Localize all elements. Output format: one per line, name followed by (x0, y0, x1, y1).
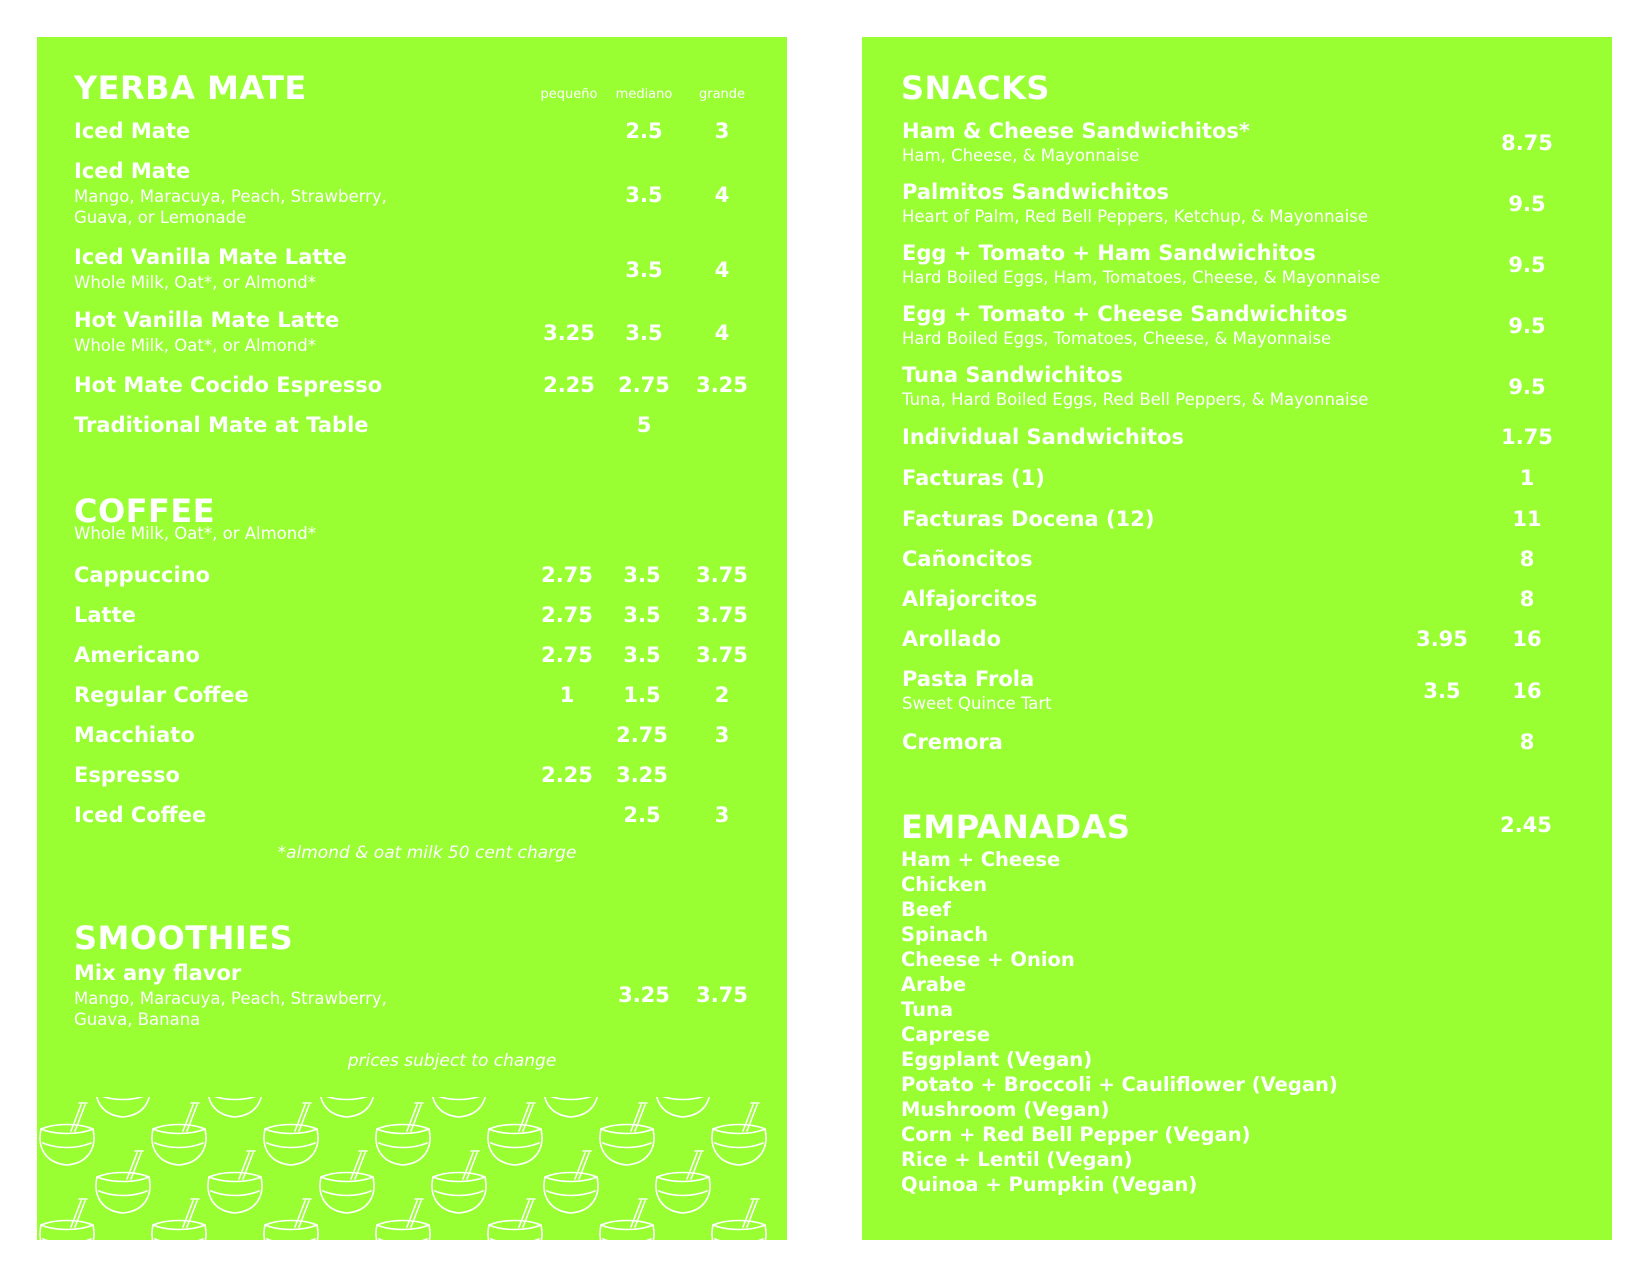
price-medium: 3.25 (616, 763, 668, 787)
menu-item-name: Ham & Cheese Sandwichitos* (902, 119, 1250, 143)
price-small: 2.25 (543, 373, 595, 397)
price-large: 3.25 (696, 373, 748, 397)
empanadas-list (901, 847, 1338, 1197)
menu-item-name: Iced Vanilla Mate Latte (74, 245, 347, 269)
menu-item-name: Tuna Sandwichitos (902, 363, 1123, 387)
price-medium: 3.5 (625, 258, 663, 282)
menu-item-name: Traditional Mate at Table (74, 413, 369, 437)
price-medium: 3.5 (623, 563, 661, 587)
price-single: 3.5 (1423, 679, 1461, 703)
menu-item-description: Heart of Palm, Red Bell Peppers, Ketchup, & Mayonnaise (902, 207, 1368, 226)
empanadas-heading: EMPANADAS (901, 808, 1131, 846)
menu-item-name: Americano (74, 643, 200, 667)
price-medium: 2.5 (625, 119, 663, 143)
menu-item-description: Sweet Quince Tart (902, 694, 1052, 713)
menu-item-name: Macchiato (74, 723, 195, 747)
price-large: 3.75 (696, 563, 748, 587)
price-medium: 5 (636, 413, 652, 437)
list-item: Quinoa + Pumpkin (Vegan) (901, 1173, 1198, 1196)
price-medium: 3.5 (623, 643, 661, 667)
menu-item-name: Palmitos Sandwichitos (902, 180, 1169, 204)
size-header-large: grande (698, 87, 746, 102)
menu-item-name: Iced Coffee (74, 803, 207, 827)
price-medium: 3.25 (618, 983, 670, 1007)
menu-item-name: Facturas (1) (902, 466, 1045, 490)
list-item: Spinach (901, 923, 989, 946)
price: 1 (1519, 466, 1535, 490)
price-medium: 3.5 (625, 183, 663, 207)
price-large: 4 (714, 258, 730, 282)
price-large: 3 (714, 803, 730, 827)
price-small: 2.75 (541, 643, 593, 667)
price-small: 3.25 (543, 321, 595, 345)
snacks-heading: SNACKS (901, 69, 1050, 107)
price-small: 2.75 (541, 563, 593, 587)
price: 16 (1512, 627, 1542, 651)
menu-item-description: Mango, Maracuya, Peach, Strawberry, Guava, Banana (74, 989, 387, 1029)
coffee-heading: COFFEE (74, 492, 216, 530)
menu-item-name: Hot Vanilla Mate Latte (74, 308, 340, 332)
menu-item-name: Cappuccino (74, 563, 211, 587)
price-change-note: prices subject to change (347, 1051, 557, 1071)
price: 16 (1512, 679, 1542, 703)
price: 1.75 (1501, 425, 1553, 449)
price: 9.5 (1508, 192, 1546, 216)
price: 11 (1512, 507, 1542, 531)
menu-item-name: Arollado (902, 627, 1002, 651)
size-header-small: pequeño (540, 87, 598, 102)
menu-item-description: Whole Milk, Oat*, or Almond* (74, 336, 316, 355)
menu-item-description: Tuna, Hard Boiled Eggs, Red Bell Peppers, & Mayonnaise (902, 390, 1369, 409)
price-large: 4 (714, 321, 730, 345)
price-medium: 2.75 (616, 723, 668, 747)
menu-item-name: Cremora (902, 730, 1003, 754)
menu-item-name: Mix any flavor (74, 961, 242, 985)
menu-item-description: Hard Boiled Eggs, Ham, Tomatoes, Cheese, & Mayonnaise (902, 268, 1381, 287)
price-single: 3.95 (1416, 627, 1468, 651)
list-item: Tuna (901, 998, 954, 1021)
price-large: 3.75 (696, 983, 748, 1007)
list-item: Corn + Red Bell Pepper (Vegan) (901, 1123, 1251, 1146)
menu-item-description: Hard Boiled Eggs, Tomatoes, Cheese, & Mayonnaise (902, 329, 1332, 348)
list-item: Ham + Cheese (901, 848, 1061, 871)
menu-item-description: Whole Milk, Oat*, or Almond* (74, 273, 316, 292)
menu-item-name: Alfajorcitos (902, 587, 1038, 611)
list-item: Caprese (901, 1023, 991, 1046)
price-large: 4 (714, 183, 730, 207)
menu-item-name: Egg + Tomato + Cheese Sandwichitos (902, 302, 1348, 326)
price-small: 2.25 (541, 763, 593, 787)
right-menu-panel (862, 37, 1612, 1240)
menu-item-description: Ham, Cheese, & Mayonnaise (902, 146, 1140, 165)
price-medium: 2.75 (618, 373, 670, 397)
menu-item-name: Cañoncitos (902, 547, 1033, 571)
price-small: 2.75 (541, 603, 593, 627)
price: 8 (1519, 587, 1535, 611)
left-menu-panel (37, 37, 787, 1240)
yerba-mate-heading: YERBA MATE (74, 69, 307, 107)
price: 8 (1519, 547, 1535, 571)
menu-item-description: Mango, Maracuya, Peach, Strawberry, Guava, or Lemonade (74, 187, 387, 227)
menu-item-name: Facturas Docena (12) (902, 507, 1155, 531)
price-medium: 1.5 (623, 683, 661, 707)
price: 8.75 (1501, 131, 1553, 155)
price-medium: 3.5 (623, 603, 661, 627)
list-item: Rice + Lentil (Vegan) (901, 1148, 1133, 1171)
empanadas-price: 2.45 (1500, 813, 1552, 837)
price-small: 1 (559, 683, 575, 707)
menu-item-name: Regular Coffee (74, 683, 249, 707)
smoothies-heading: SMOOTHIES (74, 919, 294, 957)
price-medium: 3.5 (625, 321, 663, 345)
price-large: 3 (714, 723, 730, 747)
price: 8 (1519, 730, 1535, 754)
list-item: Chicken (901, 873, 987, 896)
menu-item-name: Pasta Frola (902, 667, 1035, 691)
list-item: Arabe (901, 973, 967, 996)
menu-item-name: Iced Mate (74, 119, 191, 143)
list-item: Eggplant (Vegan) (901, 1048, 1093, 1071)
price-large: 2 (714, 683, 730, 707)
coffee-subtitle: Whole Milk, Oat*, or Almond* (74, 524, 316, 543)
mate-gourd-icon (37, 1097, 787, 1240)
list-item: Beef (901, 898, 951, 921)
list-item: Mushroom (Vegan) (901, 1098, 1110, 1121)
price-medium: 2.5 (623, 803, 661, 827)
price: 9.5 (1508, 253, 1546, 277)
menu-item-name: Iced Mate (74, 159, 191, 183)
menu-item-name: Hot Mate Cocido Espresso (74, 373, 383, 397)
price-large: 3 (714, 119, 730, 143)
menu-item-name: Latte (74, 603, 136, 627)
price: 9.5 (1508, 314, 1546, 338)
list-item: Cheese + Onion (901, 948, 1075, 971)
size-header-medium: mediano (615, 87, 673, 102)
price-large: 3.75 (696, 643, 748, 667)
list-item: Potato + Broccoli + Cauliflower (Vegan) (901, 1073, 1338, 1096)
menu-item-name: Espresso (74, 763, 180, 787)
menu-item-name: Egg + Tomato + Ham Sandwichitos (902, 241, 1316, 265)
milk-charge-note: *almond & oat milk 50 cent charge (277, 843, 577, 863)
menu-item-name: Individual Sandwichitos (902, 425, 1184, 449)
price-large: 3.75 (696, 603, 748, 627)
price: 9.5 (1508, 375, 1546, 399)
